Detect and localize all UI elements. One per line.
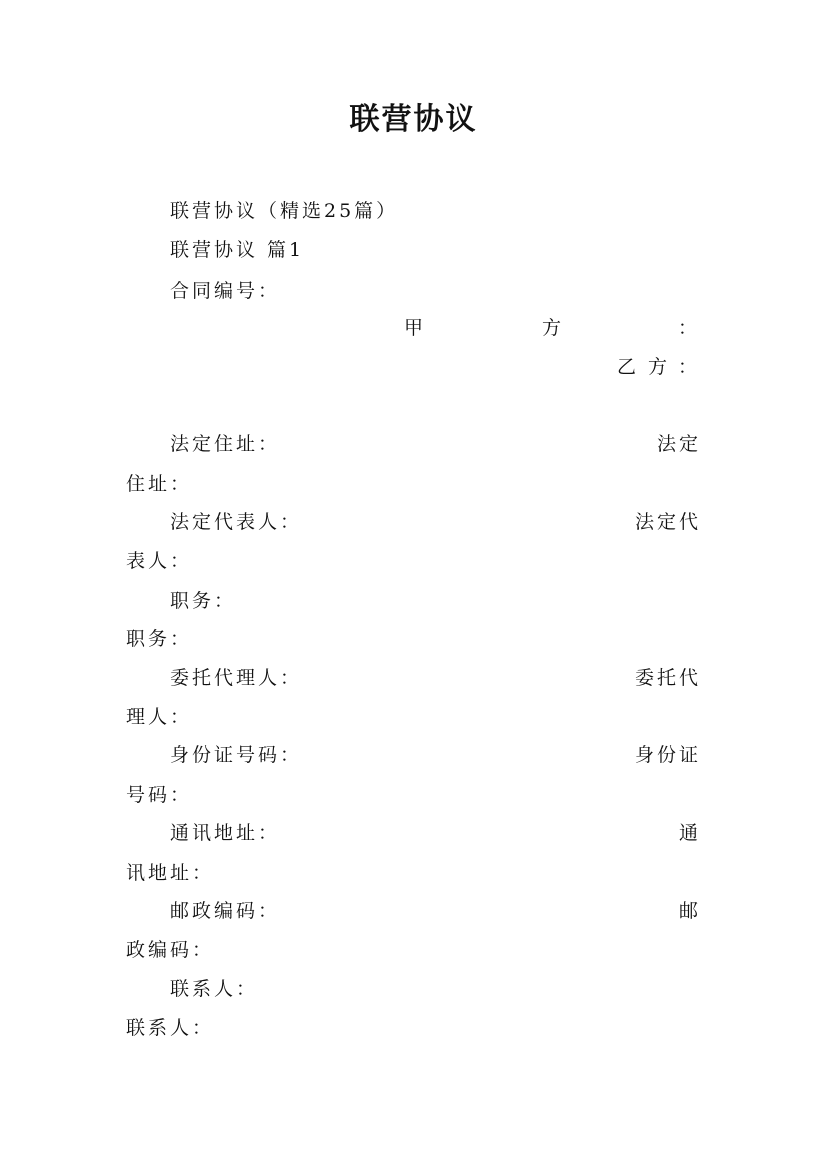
party-b-yi: 乙 bbox=[617, 356, 640, 378]
field-cont-address: 讯地址： bbox=[126, 862, 215, 884]
field-left-legal-rep: 法定代表人： bbox=[170, 511, 303, 533]
intro-line: 联营协议（精选25篇） bbox=[170, 200, 399, 222]
field-left-legal-address: 法定住址： bbox=[170, 433, 281, 455]
field-cont-contact: 联系人： bbox=[126, 1017, 215, 1039]
field-right-address: 通 bbox=[678, 822, 701, 844]
field-left-postcode: 邮政编码： bbox=[170, 900, 281, 922]
section-heading: 联营协议 篇1 bbox=[170, 239, 305, 261]
field-cont-legal-address: 住址： bbox=[126, 473, 193, 495]
field-left-position: 职务： bbox=[170, 590, 237, 612]
field-cont-id-number: 号码： bbox=[126, 784, 193, 806]
field-cont-agent: 理人： bbox=[126, 706, 193, 728]
party-a-jia: 甲 bbox=[404, 317, 427, 339]
field-left-id-number: 身份证号码： bbox=[170, 744, 303, 766]
party-a-colon: ： bbox=[678, 317, 701, 339]
field-right-postcode: 邮 bbox=[678, 900, 701, 922]
field-right-agent: 委托代 bbox=[634, 667, 701, 689]
field-left-agent: 委托代理人： bbox=[170, 667, 303, 689]
field-right-legal-address: 法定 bbox=[656, 433, 701, 455]
field-cont-position: 职务： bbox=[126, 628, 193, 650]
party-a-fang: 方 bbox=[542, 317, 565, 339]
field-left-contact: 联系人： bbox=[170, 978, 259, 1000]
field-left-address: 通讯地址： bbox=[170, 822, 281, 844]
document-title: 联营协议 bbox=[349, 102, 478, 137]
field-right-id-number: 身份证 bbox=[634, 744, 701, 766]
field-cont-legal-rep: 表人： bbox=[126, 550, 193, 572]
field-cont-postcode: 政编码： bbox=[126, 939, 215, 961]
party-b-fang: 方 bbox=[648, 356, 671, 378]
party-b-colon: ： bbox=[678, 356, 701, 378]
field-right-legal-rep: 法定代 bbox=[634, 511, 701, 533]
contract-number-label: 合同编号： bbox=[170, 280, 281, 302]
